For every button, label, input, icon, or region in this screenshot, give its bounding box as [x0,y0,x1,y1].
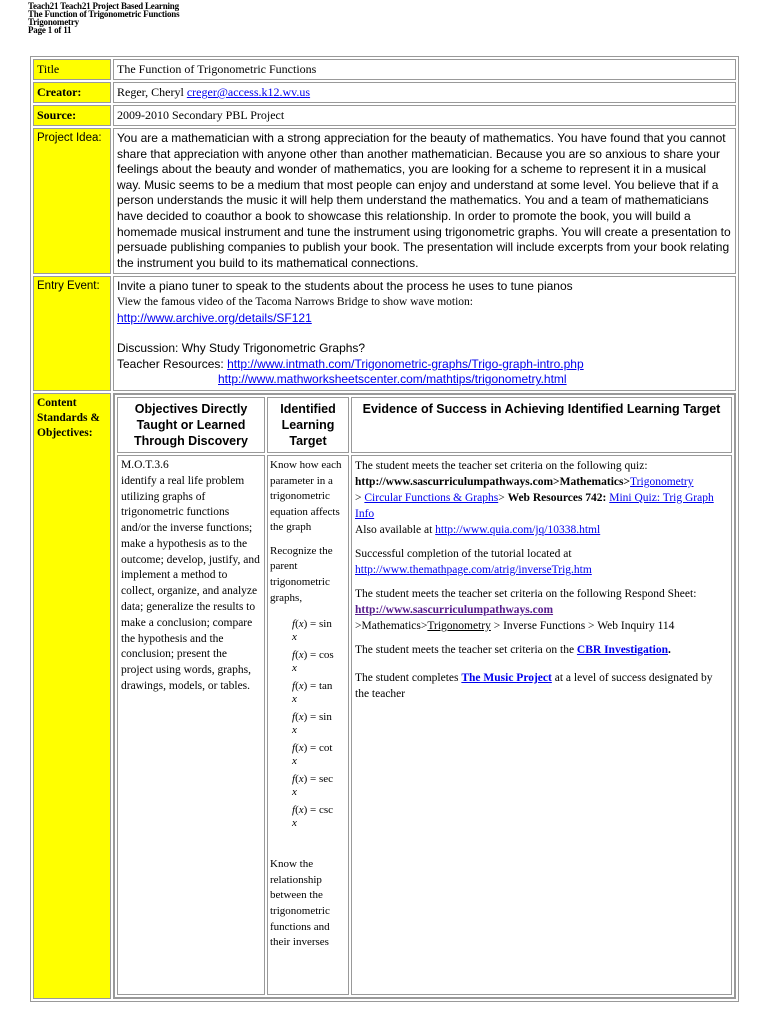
intmath-link[interactable]: http://www.intmath.com/Trigonometric-graphs/Trigo-graph-intro.php [227,356,584,371]
header-line-3: Trigonometry [28,17,79,27]
web-resources-label: Web Resources 742: [507,491,607,504]
standards-label: Content Standards & Objectives: [33,393,111,999]
cbr-text: The student meets the teacher set criteria on the [355,643,577,656]
mathworksheets-link[interactable]: http://www.mathworksheetscenter.com/mathtips/trigonometry.html [218,372,567,387]
title-row [33,59,736,80]
sas-respond-link[interactable]: http://www.sascurriculumpathways.com [355,603,554,616]
header-line-1: Teach21 Teach21 Project Based Learning [28,1,179,11]
evidence-cbr [355,642,728,658]
entry-event-discussion: Discussion: Why Study Trigonometric Graphs? [117,341,366,356]
title-value: The Function of Trigonometric Functions [113,59,736,80]
function-item [270,804,346,830]
cbr-investigation-link[interactable]: CBR Investigation [576,643,668,656]
project-idea-row [33,128,736,274]
project-table [30,56,739,1002]
project-idea-label: Project Idea: [33,128,111,274]
separator: > [498,491,508,504]
source-label: Source: [33,105,111,126]
objectives-cell [117,455,265,995]
creator-value [113,82,736,103]
function-item [270,649,346,675]
function-expression: f(x) = cot [292,742,333,755]
header-evidence: Evidence of Success in Achieving Identified Learning Target [351,397,732,453]
standards-table [114,394,735,998]
separator: > [355,491,365,504]
target-3: Know the relationship between the trigonometric functions and their inverses [270,858,330,949]
evidence-quiz-text: The student meets the teacher set criteria on the following quiz: [355,459,648,472]
function-expression: f(x) = cos [292,649,334,662]
function-item [270,618,346,644]
function-variable: x [292,693,297,706]
target-1: Know how each parameter in a trigonometric equation affects the graph [270,458,342,534]
creator-name: Reger, Cheryl [117,85,184,99]
evidence-cell [351,455,732,995]
standards-header-row [117,397,732,453]
function-expression: f(x) = sin [292,618,332,631]
archive-link[interactable]: http://www.archive.org/details/SF121 [117,310,312,325]
function-variable: x [292,786,297,799]
standards-row [33,393,736,999]
title-label: Title [33,59,111,80]
entry-event-label: Entry Event: [33,276,111,391]
objective-text: identify a real life problem utilizing graphs of trigonometric functions and/or the inverse functions; make a hypothesis as to the outcome; develop, justify, and implement a method to collect, organize, and analyze data; generalize the results to make a conclusion; compare the hypothesis and the conclusion; present the project using words, graphs, drawings, models, or tables. [121,474,260,693]
inverse-functions-path: > Inverse Functions > Web Inquiry 114 [490,619,675,632]
music-project-post: at a level of success designated by the teacher [355,671,713,700]
standards-cell [113,393,736,999]
evidence-tutorial [355,546,728,578]
function-variable: x [292,662,297,675]
creator-row [33,82,736,103]
function-variable: x [292,817,297,830]
function-variable: x [292,755,297,768]
header-line-4: Page 1 of 11 [28,25,72,35]
page-header [28,2,179,34]
function-expression: f(x) = tan [292,680,333,693]
quia-link[interactable]: http://www.quia.com/jq/10338.html [435,523,601,536]
function-variable: x [292,631,297,644]
mini-quiz-link[interactable]: Mini Quiz: Trig Graph Info [355,491,714,520]
learning-target-cell [267,455,349,995]
function-expression: f(x) = csc [292,804,334,817]
function-item [270,711,346,737]
teacher-resources-label: Teacher Resources: [117,356,228,371]
evidence-music-project [355,670,728,702]
function-item [270,773,346,799]
function-list [270,618,346,830]
entry-event-row [33,276,736,391]
entry-event-line-1: Invite a piano tuner to speak to the students about the process he uses to tune pianos [117,279,573,294]
music-project-pre: The student completes [355,671,462,684]
circular-functions-link[interactable]: Circular Functions & Graphs [364,491,499,504]
respond-sheet-text: The student meets the teacher set criteria on the following Respond Sheet: [355,587,697,600]
creator-label: Creator: [33,82,111,103]
function-expression: f(x) = sec [292,773,334,786]
trigonometry-link[interactable]: Trigonometry [630,475,694,488]
source-row [33,105,736,126]
tutorial-text: Successful completion of the tutorial located at [355,547,572,560]
entry-event-content [113,276,736,391]
function-item [270,742,346,768]
objective-code: M.O.T.3.6 [121,458,169,471]
project-idea-text: You are a mathematician with a strong appreciation for the beauty of mathematics. You have found that you cannot share that appreciation with anyone other than another mathematician. Because you are so anxious to share your feelings about the beauty and wonder of mathematics, you are looking for a scheme to represent it in a musical way. Music seems to be a medium that most people can enjoy and understand at some level. You believe that if a person understands the music it will help them understand the mathematics. You and a team of mathematicians have decided to coauthor a book to showcase this relationship. In order to promote the book, you will build a homemade musical instrument and tune the instrument using trigonometric graphs. You will create a presentation to persuade publishing companies to publish your book. The presentation will include excerpts from your book relating the instrument you build to its mathematical connections. [113,128,736,274]
standards-content-row [117,455,732,995]
header-objectives: Objectives Directly Taught or Learned Through Discovery [117,397,265,453]
entry-event-line-2: View the famous video of the Tacoma Narrows Bridge to show wave motion: [117,295,473,308]
evidence-quiz [355,458,728,538]
function-item [270,680,346,706]
trigonometry-path-link[interactable]: Trigonometry [427,619,491,632]
target-2: Recognize the parent trigonometric graphs, [270,544,333,604]
also-available-text: Also available at [355,523,436,536]
themathpage-link[interactable]: http://www.themathpage.com/atrig/inverseTrig.htm [355,563,592,576]
function-expression: f(x) = sin [292,711,332,724]
header-learning-target: Identified Learning Target [267,397,349,453]
music-project-link[interactable]: The Music Project [461,671,552,684]
sas-link-text: http://www.sascurriculumpathways.com>Mathematics> [355,475,631,488]
evidence-respond-sheet [355,586,728,634]
creator-email-link[interactable]: creger@access.k12.wv.us [186,85,311,99]
cbr-period: . [667,643,671,656]
source-value: 2009-2010 Secondary PBL Project [113,105,736,126]
function-variable: x [292,724,297,737]
mathematics-path: >Mathematics> [355,619,428,632]
header-line-2: The Function of Trigonometric Functions [28,9,180,19]
